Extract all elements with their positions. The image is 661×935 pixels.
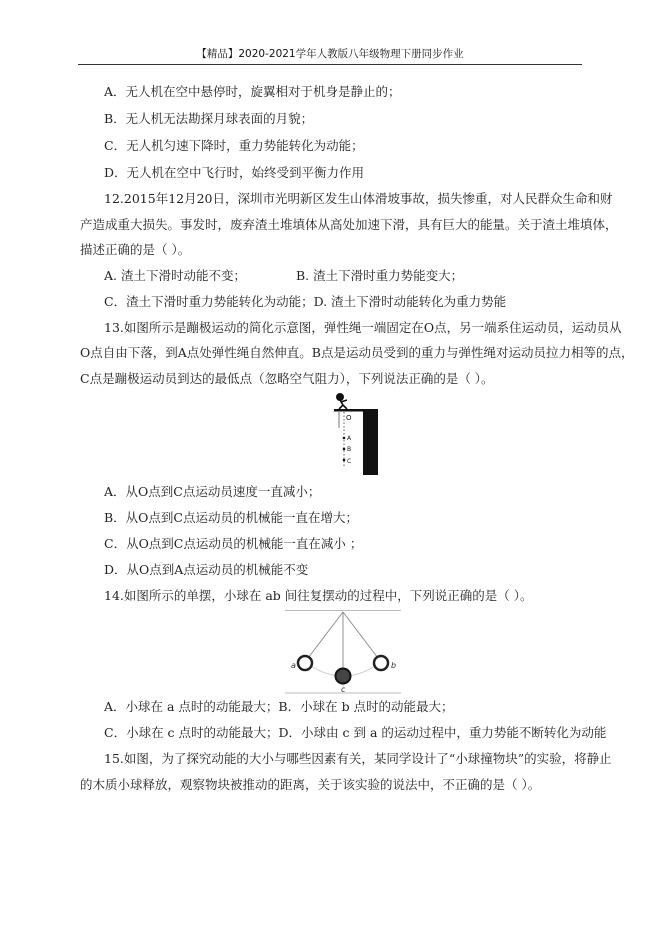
label-c: c: [341, 685, 346, 694]
point-c-marker: [343, 459, 346, 462]
label-a: a: [291, 661, 296, 670]
q11-option-b: B．无人机无法勘探月球表面的月貌；: [104, 111, 314, 126]
label-b: b: [391, 661, 397, 670]
q14-options-ab: A．小球在 a 点时的动能最大；B．小球在 b 点时的动能最大；: [104, 699, 454, 714]
q13-stem-line2: O点自由下落，到A点处弹性绳自然伸直。B点是运动员受到的重力与弹性绳对运动员拉力相等的点，: [80, 345, 634, 360]
point-o-label: O: [346, 414, 352, 422]
q12-option-b: B. 渣土下滑时重力势能变大；: [296, 268, 464, 283]
point-b-marker: [343, 448, 346, 451]
q12-stem-line3: 描述正确的是（ ）。: [80, 242, 191, 257]
ball-position-b: [374, 656, 388, 670]
page-header: 【精品】2020-2021学年人教版八年级物理下册同步作业: [78, 44, 582, 65]
q15-stem-line1: 15.如图，为了探究动能的大小与哪些因素有关，某同学设计了“小球撞物块”的实验，将静止: [104, 751, 612, 766]
q11-option-a: A．无人机在空中悬停时，旋翼相对于机身是静止的；: [104, 84, 401, 99]
q13-option-c: C．从O点到C点运动员的机械能一直在减小 ；: [104, 536, 363, 551]
q13-option-b: B．从O点到C点运动员的机械能一直在增大；: [104, 510, 358, 525]
point-b-label: B: [347, 446, 352, 453]
string-right: [343, 612, 381, 662]
ball-position-a: [298, 656, 312, 670]
q12-option-a: A. 渣土下滑时动能不变；: [104, 268, 246, 283]
q14-options-cd: C．小球在 c 点时的动能最大；D．小球由 c 到 a 的运动过程中，重力势能不断转化为动能: [104, 725, 607, 740]
cliff-wall: [363, 409, 378, 475]
q12-stem-line2: 产造成重大损失。事发时，废弃渣土堆填体从高处加速下滑，具有巨大的能量。关于渣土堆填体，: [80, 217, 618, 232]
point-a-label: A: [347, 435, 352, 442]
pendulum-figure: [285, 610, 401, 694]
jumper-icon: [337, 394, 347, 409]
q11-option-c: C．无人机匀速下降时，重力势能转化为动能；: [104, 138, 364, 153]
q15-stem-line2: 的木质小球释放，观察物块被推动的距离，关于该实验的说法中，不正确的是（ ）。: [80, 777, 541, 792]
q14-stem: 14.如图所示的单摆，小球在 ab 间往复摆动的过程中，下列说正确的是（ ）。: [104, 588, 533, 603]
q13-stem-line1: 13.如图所示是蹦极运动的简化示意图，弹性绳一端固定在O点，另一端系住运动员，运动员从: [104, 320, 622, 335]
q11-option-d: D．无人机在空中飞行时，始终受到平衡力作用: [104, 165, 365, 180]
ball-position-c: [336, 669, 351, 684]
q12-options-cd: C．渣土下滑时重力势能转化为动能；D. 渣土下滑时动能转化为重力势能: [104, 294, 507, 309]
bungee-jump-figure: [326, 392, 380, 476]
string-left: [305, 612, 343, 662]
q13-option-d: D．从O点到A点运动员的机械能不变: [104, 562, 309, 577]
point-c-label: C: [347, 458, 352, 465]
point-a-marker: [343, 437, 346, 440]
q12-stem-line1: 12.2015年12月20日，深圳市光明新区发生山体滑坡事故，损失惨重，对人民群众生命和财: [104, 191, 613, 206]
jump-platform: [334, 409, 378, 412]
q13-stem-line3: C点是蹦极运动员到达的最低点（忽略空气阻力），下列说法正确的是（ ）。: [80, 371, 494, 386]
q13-option-a: A．从O点到C点运动员速度一直减小；: [104, 484, 321, 499]
